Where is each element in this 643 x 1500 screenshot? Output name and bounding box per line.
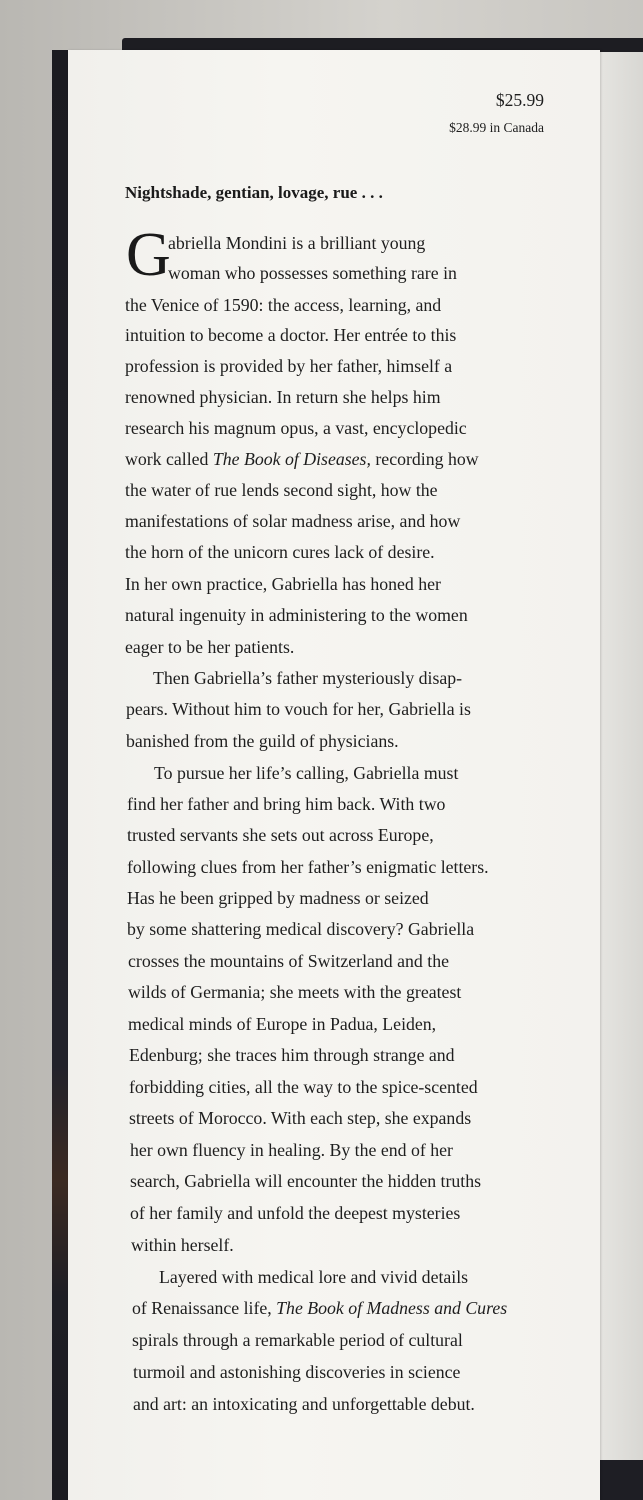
tagline: Nightshade, gentian, lovage, rue . . . [125,183,383,202]
text-line: the horn of the unicorn cures lack of desire. [125,542,435,562]
dust-jacket-flap [68,50,600,1500]
drop-cap: G [126,221,171,289]
text-line: eager to be her patients. [125,637,295,657]
text-line-with-title [125,449,479,470]
text-line: crosses the mountains of Switzerland and the [128,951,449,971]
text-line: abriella Mondini is a brilliant young [168,233,426,253]
book-title-italic: The Book of Diseases, [212,449,371,469]
text-fragment: recording how [370,449,479,469]
text-line: Layered with medical lore and vivid details [159,1267,469,1287]
text-line: search, Gabriella will encounter the hidden truths [130,1171,482,1191]
text-line: wilds of Germania; she meets with the greatest [128,982,462,1002]
text-line: the water of rue lends second sight, how the [125,480,438,500]
text-line: her own fluency in healing. By the end of her [130,1140,453,1160]
text-line: banished from the guild of physicians. [126,731,399,751]
text-line: Then Gabriella’s father mysteriously disap- [153,668,463,688]
text-fragment: of Renaissance life, [132,1298,277,1318]
text-line: forbidding cities, all the way to the spice-scented [129,1077,478,1097]
text-line: research his magnum opus, a vast, encyclopedic [125,418,467,438]
text-line: trusted servants she sets out across Europe, [127,825,434,845]
text-line: following clues from her father’s enigmatic letters. [127,857,489,877]
text-line: natural ingenuity in administering to the women [125,605,468,625]
text-line: spirals through a remarkable period of cultural [132,1330,463,1350]
text-line: In her own practice, Gabriella has honed her [125,574,441,594]
text-line: Has he been gripped by madness or seized [127,888,429,908]
price-us: $25.99 [495,90,544,110]
text-line: To pursue her life’s calling, Gabriella must [154,763,459,783]
text-fragment: work called [125,449,213,469]
text-line: of her family and unfold the deepest mysteries [130,1203,461,1223]
text-line: woman who possesses something rare in [168,263,457,283]
text-line: renowned physician. In return she helps him [125,387,441,407]
text-line: within herself. [131,1235,234,1255]
text-line-with-title [132,1298,507,1319]
price-canada: $28.99 in Canada [449,120,544,135]
book-page-edge [598,52,643,1500]
text-line: pears. Without him to vouch for her, Gabriella is [126,699,471,719]
book-cover-corner [600,1460,643,1500]
text-line: the Venice of 1590: the access, learning, and [125,295,442,315]
text-line: by some shattering medical discovery? Gabriella [127,919,475,939]
text-line: profession is provided by her father, himself a [125,356,453,376]
text-line: Edenburg; she traces him through strange and [129,1045,455,1065]
book-title-italic: The Book of Madness and Cures [276,1298,508,1318]
text-line: streets of Morocco. With each step, she expands [129,1108,472,1128]
text-line: medical minds of Europe in Padua, Leiden, [128,1014,437,1034]
text-line: find her father and bring him back. With two [127,794,446,814]
text-line: and art: an intoxicating and unforgettable debut. [133,1394,475,1414]
text-line: turmoil and astonishing discoveries in science [133,1362,461,1382]
text-line: manifestations of solar madness arise, and how [125,511,461,531]
text-line: intuition to become a doctor. Her entrée to this [125,325,457,345]
